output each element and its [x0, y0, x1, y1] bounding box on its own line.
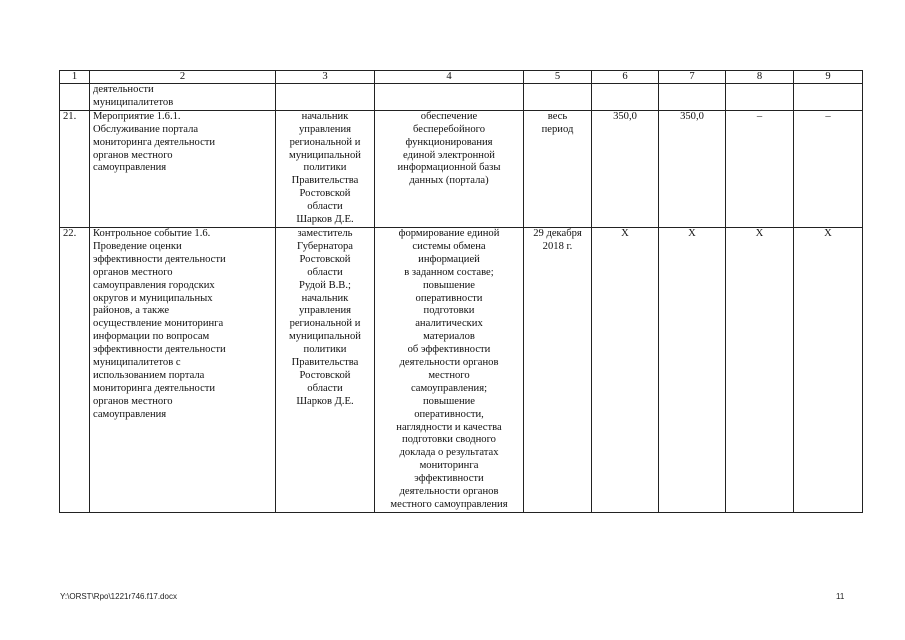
value-col-8 — [726, 84, 794, 111]
measure-name: Мероприятие 1.6.1. Обслуживание портала мониторинга деятельности органов местного самоуправления — [90, 110, 276, 227]
col-header-5: 5 — [524, 71, 592, 84]
responsible-person — [276, 84, 375, 111]
col-header-2: 2 — [90, 71, 276, 84]
value-col-7 — [659, 84, 726, 111]
measures-table — [59, 70, 863, 513]
value-col-7: Х — [659, 227, 726, 512]
column-number-row — [60, 71, 863, 84]
row-number — [60, 84, 90, 111]
value-col-8: Х — [726, 227, 794, 512]
value-col-8: – — [726, 110, 794, 227]
col-header-8: 8 — [726, 71, 794, 84]
measure-name: деятельности муниципалитетов — [90, 84, 276, 111]
value-col-6 — [592, 84, 659, 111]
page-number: 11 — [836, 592, 845, 601]
col-header-9: 9 — [794, 71, 863, 84]
deadline: 29 декабря 2018 г. — [524, 227, 592, 512]
value-col-9: – — [794, 110, 863, 227]
deadline: весь период — [524, 110, 592, 227]
value-col-7: 350,0 — [659, 110, 726, 227]
table-row — [60, 110, 863, 227]
col-header-4: 4 — [375, 71, 524, 84]
value-col-6: 350,0 — [592, 110, 659, 227]
col-header-1: 1 — [60, 71, 90, 84]
expected-result: обеспечение бесперебойного функционирования единой электронной информационной базы данных (портала) — [375, 110, 524, 227]
value-col-9: Х — [794, 227, 863, 512]
expected-result — [375, 84, 524, 111]
expected-result: формирование единой системы обмена информацией в заданном составе; повышение оперативности подготовки аналитических материалов об эффективности деятельности органов местного самоуправления; повышение оперативности, наглядности и качества подготовки сводного доклада о результатах мониторинга эффективности деятельности органов местного самоуправления — [375, 227, 524, 512]
table-row — [60, 84, 863, 111]
col-header-3: 3 — [276, 71, 375, 84]
col-header-6: 6 — [592, 71, 659, 84]
table-row — [60, 227, 863, 512]
footer-file-path: Y:\ORST\Rpo\1221r746.f17.docx — [60, 592, 177, 601]
col-header-7: 7 — [659, 71, 726, 84]
value-col-6: Х — [592, 227, 659, 512]
responsible-person: заместитель Губернатора Ростовской области Рудой В.В.; начальник управления региональной и муниципальной политики Правительства Ростовской области Шарков Д.Е. — [276, 227, 375, 512]
row-number: 21. — [60, 110, 90, 227]
row-number: 22. — [60, 227, 90, 512]
responsible-person: начальник управления региональной и муниципальной политики Правительства Ростовской области Шарков Д.Е. — [276, 110, 375, 227]
measure-name: Контрольное событие 1.6. Проведение оценки эффективности деятельности органов местного самоуправления городских округов и муниципальных районов, а также осуществление мониторинга информации по вопросам эффективности деятельности муниципалитетов с использованием портала мониторинга деятельности органов местного самоуправления — [90, 227, 276, 512]
deadline — [524, 84, 592, 111]
value-col-9 — [794, 84, 863, 111]
